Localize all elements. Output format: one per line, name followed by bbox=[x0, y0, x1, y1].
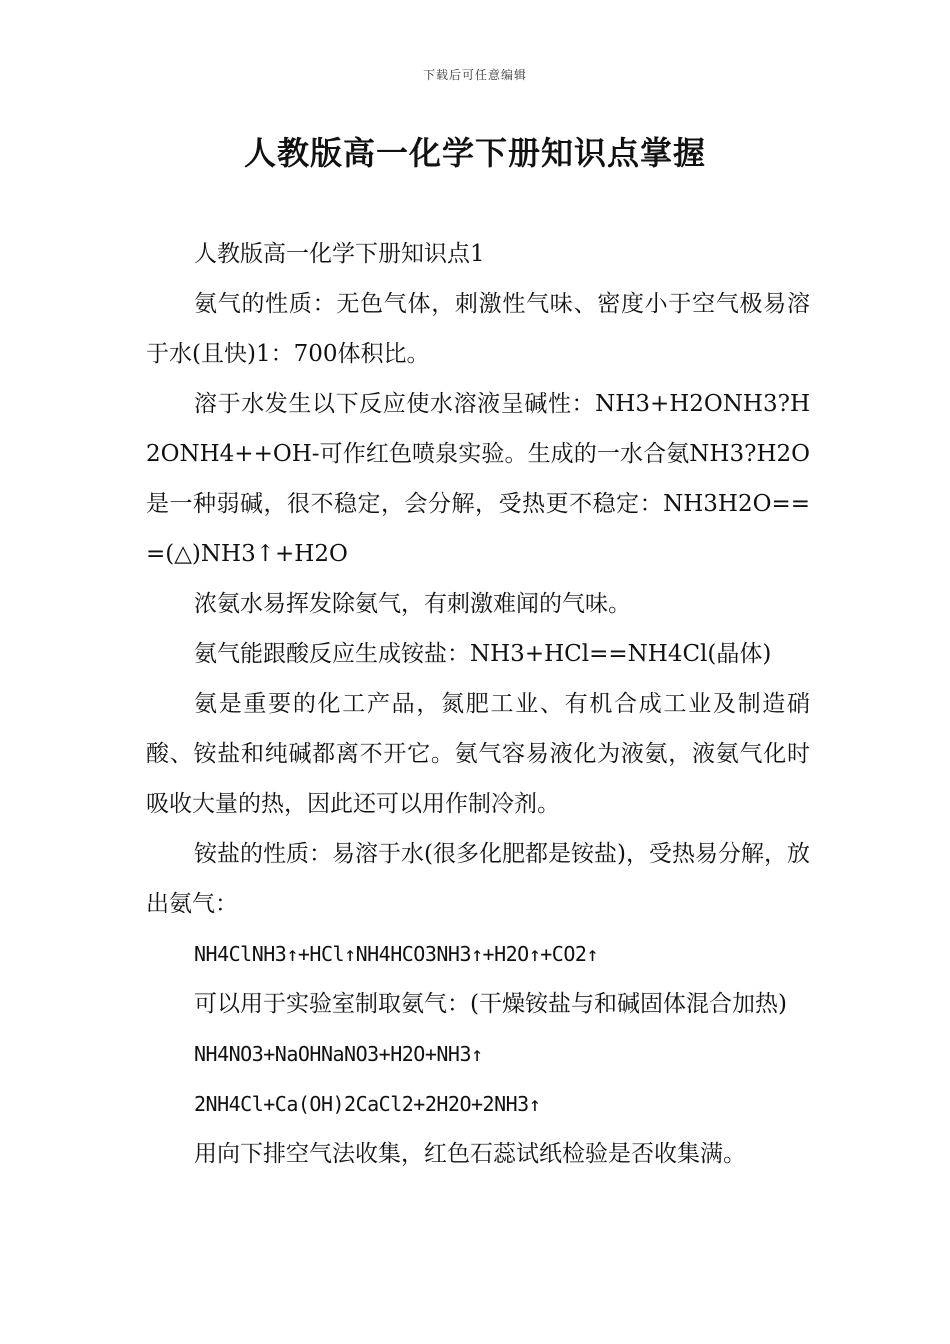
paragraph-ammonium-salt-properties: 铵盐的性质：易溶于水(很多化肥都是铵盐)，受热易分解，放出氨气： bbox=[146, 841, 810, 917]
paragraph-ammonia-uses: 氨是重要的化工产品，氮肥工业、有机合成工业及制造硝酸、铵盐和纯碱都离不开它。氨气容易液化为液氨，液氨气化时吸收大量的热，因此还可以用作制冷剂。 bbox=[146, 691, 810, 817]
paragraph-ammonia-in-water: 溶于水发生以下反应使水溶液呈碱性：NH3+H2ONH3?H2ONH4++OH-可作红色喷泉实验。生成的一水合氨NH3?H2O是一种弱碱，很不稳定，会分解，受热更不稳定：NH3H2O===(△)NH3↑+H2O bbox=[146, 391, 810, 567]
document-body bbox=[146, 229, 810, 1179]
formula-ammonium-nitrate: NH4NO3+NaOHNaNO3+H2O+NH3↑ bbox=[194, 1042, 483, 1066]
header-note: 下载后可任意编辑 bbox=[422, 68, 527, 82]
paragraph-ammonia-properties: 氨气的性质：无色气体，刺激性气味、密度小于空气极易溶于水(且快)1：700体积比。 bbox=[146, 291, 810, 367]
section-heading: 人教版高一化学下册知识点1 bbox=[194, 241, 485, 267]
paragraph-concentrated-ammonia: 浓氨水易挥发除氨气，有刺激难闻的气味。 bbox=[194, 591, 631, 617]
paragraph-collection-method: 用向下排空气法收集，红色石蕊试纸检验是否收集满。 bbox=[194, 1141, 746, 1167]
paragraph-lab-preparation: 可以用于实验室制取氨气：(干燥铵盐与和碱固体混合加热) bbox=[194, 991, 787, 1017]
formula-decomposition: NH4ClNH3↑+HCl↑NH4HCO3NH3↑+H2O↑+CO2↑ bbox=[194, 942, 598, 966]
document-title: 人教版高一化学下册知识点掌握 bbox=[243, 134, 706, 172]
paragraph-ammonia-acid-reaction: 氨气能跟酸反应生成铵盐：NH3+HCl==NH4Cl(晶体) bbox=[194, 641, 772, 667]
formula-ammonium-chloride: 2NH4Cl+Ca(OH)2CaCl2+2H2O+2NH3↑ bbox=[194, 1092, 541, 1116]
